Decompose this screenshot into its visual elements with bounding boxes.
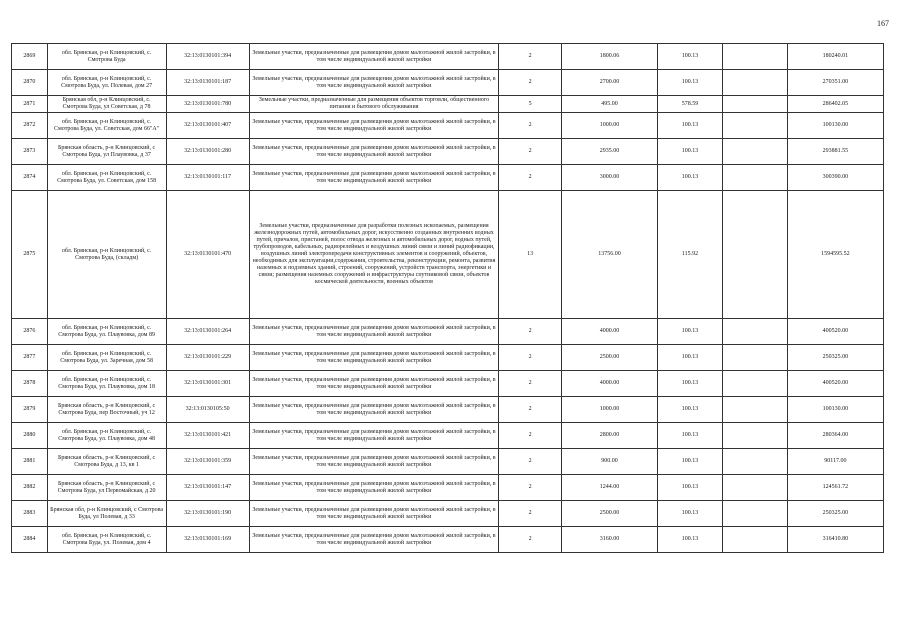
blank-cell [722, 319, 787, 345]
blank-cell [722, 371, 787, 397]
rate-cell: 100.13 [658, 345, 723, 371]
land-use-cell: Земельные участки, предназначенные для размещения домов малоэтажной жилой застройки, в том числе индивидуальной жилой застройки [249, 165, 499, 191]
address-cell: Брянская область, р-н Клинцовский, с Смотрова Буда, ул Первомайская, д 20 [47, 475, 166, 501]
cadastral-number-cell: 32:13:0130101:301 [166, 371, 249, 397]
cadastral-value-cell: 100130.00 [787, 397, 883, 423]
rate-cell: 100.13 [658, 319, 723, 345]
table-row [12, 527, 884, 553]
rate-cell: 100.13 [658, 371, 723, 397]
blank-cell [722, 397, 787, 423]
land-use-cell: Земельные участки, предназначенные для размещения домов малоэтажной жилой застройки, в том числе индивидуальной жилой застройки [249, 397, 499, 423]
rate-cell: 100.13 [658, 70, 723, 96]
land-use-cell: Земельные участки, предназначенные для разработки полезных ископаемых, размещения железнодорожных путей, автомобильных дорог, искусственно созданных внутренних водных путей, причалов, пристаней, полос отвода железных и автомобильных дорог, водных путей, трубопроводов, кабельных, радиорелейных и воздушных линий связи и линий радиофикации, воздушных линий электропередачи конструктивных элементов и сооружений, объектов, необходимых для эксплуатации,содержания, строительства, реконструкции, ремонта, развития наземных и подземных зданий, строений, сооружений, устройств транспорта, энергетики и связи; размещения наземных сооружений и инфраструктуры спутниковой связи, объектов космической деятельности, военных объектов [249, 191, 499, 319]
table-row [12, 70, 884, 96]
rate-cell: 100.13 [658, 165, 723, 191]
blank-cell [722, 113, 787, 139]
rate-cell: 578.59 [658, 96, 723, 113]
address-cell: Брянская область, р-н Клинцовский, с Смотрова Буда, ул Плаувовка, д 37 [47, 139, 166, 165]
cadastral-number-cell: 32:13:0130101:264 [166, 319, 249, 345]
row-number: 2877 [12, 345, 48, 371]
group-cell: 2 [499, 501, 562, 527]
row-number: 2871 [12, 96, 48, 113]
row-number: 2875 [12, 191, 48, 319]
address-cell: обл. Брянская, р-н Клинцовский, с. Смотрова Буда, ул. Плаувовка, дом 89 [47, 319, 166, 345]
cadastral-number-cell: 32:13:0130101:229 [166, 345, 249, 371]
row-number: 2884 [12, 527, 48, 553]
cadastral-number-cell: 32:13:0130101:280 [166, 139, 249, 165]
table-row [12, 423, 884, 449]
group-cell: 2 [499, 345, 562, 371]
table-body [12, 44, 884, 553]
group-cell: 2 [499, 139, 562, 165]
address-cell: Брянская обл, р-н Клинцовский, с Смотрова Буда, ул Полевая, д 33 [47, 501, 166, 527]
blank-cell [722, 423, 787, 449]
row-number: 2870 [12, 70, 48, 96]
cadastral-number-cell: 32:13:0130101:190 [166, 501, 249, 527]
area-cell: 2800.00 [561, 423, 657, 449]
table-row [12, 191, 884, 319]
area-cell: 2500.00 [561, 345, 657, 371]
address-cell: Брянская область, р-н Клинцовский, с Смотрова Буда, пер Восточный, уч 12 [47, 397, 166, 423]
area-cell: 2700.00 [561, 70, 657, 96]
table-row [12, 165, 884, 191]
cadastral-value-cell: 300390.00 [787, 165, 883, 191]
cadastral-value-cell: 1594595.52 [787, 191, 883, 319]
cadastral-value-cell: 270351.00 [787, 70, 883, 96]
table-row [12, 139, 884, 165]
blank-cell [722, 96, 787, 113]
blank-cell [722, 44, 787, 70]
cadastral-number-cell: 32:13:0130101:421 [166, 423, 249, 449]
row-number: 2882 [12, 475, 48, 501]
group-cell: 2 [499, 44, 562, 70]
rate-cell: 100.13 [658, 449, 723, 475]
cadastral-value-cell: 250325.00 [787, 501, 883, 527]
group-cell: 2 [499, 475, 562, 501]
land-use-cell: Земельные участки, предназначенные для размещения домов малоэтажной жилой застройки, в том числе индивидуальной жилой застройки [249, 345, 499, 371]
rate-cell: 100.13 [658, 139, 723, 165]
cadastral-number-cell: 32:13:0130101:147 [166, 475, 249, 501]
cadastral-value-cell: 124561.72 [787, 475, 883, 501]
cadastral-value-cell: 400520.00 [787, 371, 883, 397]
blank-cell [722, 345, 787, 371]
cadastral-number-cell: 32:13:0130101:359 [166, 449, 249, 475]
area-cell: 3160.00 [561, 527, 657, 553]
area-cell: 4000.00 [561, 319, 657, 345]
blank-cell [722, 501, 787, 527]
table-row [12, 371, 884, 397]
address-cell: обл. Брянская, р-н Клинцовский, с. Смотрова Буда, (складм) [47, 191, 166, 319]
land-registry-table [11, 43, 884, 553]
address-cell: Брянская область, р-н Клинцовский, с Смотрова Буда, д 13, кв 1 [47, 449, 166, 475]
area-cell: 2935.00 [561, 139, 657, 165]
land-use-cell: Земельные участки, предназначенные для размещения объектов торговли, общественного питания и бытового обслуживания [249, 96, 499, 113]
land-use-cell: Земельные участки, предназначенные для размещения домов малоэтажной жилой застройки, в том числе индивидуальной жилой застройки [249, 527, 499, 553]
land-use-cell: Земельные участки, предназначенные для размещения домов малоэтажной жилой застройки, в том числе индивидуальной жилой застройки [249, 449, 499, 475]
land-use-cell: Земельные участки, предназначенные для размещения домов малоэтажной жилой застройки, в том числе индивидуальной жилой застройки [249, 319, 499, 345]
blank-cell [722, 475, 787, 501]
area-cell: 4000.00 [561, 371, 657, 397]
address-cell: обл. Брянская, р-н Клинцовский, с. Смотрова Буда, ул. Плаувовка, дом 48 [47, 423, 166, 449]
land-use-cell: Земельные участки, предназначенные для размещения домов малоэтажной жилой застройки, в том числе индивидуальной жилой застройки [249, 44, 499, 70]
land-use-cell: Земельные участки, предназначенные для размещения домов малоэтажной жилой застройки, в том числе индивидуальной жилой застройки [249, 501, 499, 527]
blank-cell [722, 70, 787, 96]
cadastral-value-cell: 293881.55 [787, 139, 883, 165]
blank-cell [722, 139, 787, 165]
row-number: 2876 [12, 319, 48, 345]
group-cell: 2 [499, 449, 562, 475]
table-row [12, 449, 884, 475]
address-cell: Брянская обл, р-н Клинцовский, с. Смотрова Буда, ул Советская, д 78 [47, 96, 166, 113]
table-row [12, 501, 884, 527]
group-cell: 2 [499, 319, 562, 345]
cadastral-value-cell: 286402.05 [787, 96, 883, 113]
area-cell: 3000.00 [561, 165, 657, 191]
cadastral-number-cell: 32:13:0130101:780 [166, 96, 249, 113]
area-cell: 13756.00 [561, 191, 657, 319]
cadastral-value-cell: 180240.01 [787, 44, 883, 70]
cadastral-value-cell: 316410.80 [787, 527, 883, 553]
cadastral-number-cell: 32:13:0130101:394 [166, 44, 249, 70]
rate-cell: 100.13 [658, 113, 723, 139]
area-cell: 1800.06 [561, 44, 657, 70]
group-cell: 2 [499, 527, 562, 553]
area-cell: 495.00 [561, 96, 657, 113]
address-cell: обл. Брянская, р-н Клинцовский, с. Смотрова Буда, ул. Заречная, дом 58 [47, 345, 166, 371]
cadastral-number-cell: 32:13:0130101:470 [166, 191, 249, 319]
group-cell: 2 [499, 423, 562, 449]
rate-cell: 100.13 [658, 423, 723, 449]
row-number: 2879 [12, 397, 48, 423]
land-use-cell: Земельные участки, предназначенные для размещения домов малоэтажной жилой застройки, в том числе индивидуальной жилой застройки [249, 70, 499, 96]
row-number: 2880 [12, 423, 48, 449]
rate-cell: 100.13 [658, 397, 723, 423]
cadastral-number-cell: 32:13:0130101:407 [166, 113, 249, 139]
rate-cell: 100.13 [658, 527, 723, 553]
row-number: 2872 [12, 113, 48, 139]
cadastral-value-cell: 100130.00 [787, 113, 883, 139]
group-cell: 2 [499, 371, 562, 397]
blank-cell [722, 449, 787, 475]
address-cell: обл. Брянская, р-н Клинцовский, с. Смотрова Буда [47, 44, 166, 70]
address-cell: обл. Брянская, р-н Клинцовский, с. Смотрова Буда, ул. Полевая, дом 4 [47, 527, 166, 553]
land-use-cell: Земельные участки, предназначенные для размещения домов малоэтажной жилой застройки, в том числе индивидуальной жилой застройки [249, 371, 499, 397]
group-cell: 2 [499, 397, 562, 423]
row-number: 2874 [12, 165, 48, 191]
row-number: 2878 [12, 371, 48, 397]
row-number: 2869 [12, 44, 48, 70]
cadastral-number-cell: 32:13:0130101:117 [166, 165, 249, 191]
area-cell: 1244.00 [561, 475, 657, 501]
group-cell: 2 [499, 70, 562, 96]
group-cell: 2 [499, 113, 562, 139]
table-row [12, 397, 884, 423]
group-cell: 2 [499, 165, 562, 191]
row-number: 2881 [12, 449, 48, 475]
table-row [12, 44, 884, 70]
row-number: 2873 [12, 139, 48, 165]
cadastral-number-cell: 32:13:0130105:50 [166, 397, 249, 423]
area-cell: 900.00 [561, 449, 657, 475]
land-use-cell: Земельные участки, предназначенные для размещения домов малоэтажной жилой застройки, в том числе индивидуальной жилой застройки [249, 423, 499, 449]
area-cell: 1000.00 [561, 397, 657, 423]
address-cell: обл. Брянская, р-н Клинцовский, с. Смотрова Буда, ул. Плаувовка, дом 18 [47, 371, 166, 397]
cadastral-value-cell: 90117.00 [787, 449, 883, 475]
table-row [12, 113, 884, 139]
rate-cell: 100.13 [658, 44, 723, 70]
address-cell: обл. Брянская, р-н Клинцовский, с. Смотрова Буда, ул. Советская, дом 158 [47, 165, 166, 191]
blank-cell [722, 165, 787, 191]
land-use-cell: Земельные участки, предназначенные для размещения домов малоэтажной жилой застройки, в том числе индивидуальной жилой застройки [249, 113, 499, 139]
address-cell: обл. Брянская, р-н Клинцовский, с. Смотрова Буда, ул. Советская, дом 66"А" [47, 113, 166, 139]
cadastral-number-cell: 32:13:0130101:187 [166, 70, 249, 96]
cadastral-value-cell: 250325.00 [787, 345, 883, 371]
address-cell: обл. Брянская, р-н Клинцовский, с. Смотрова Буда, ул. Полевая, дом 27 [47, 70, 166, 96]
row-number: 2883 [12, 501, 48, 527]
area-cell: 1000.00 [561, 113, 657, 139]
rate-cell: 115.92 [658, 191, 723, 319]
blank-cell [722, 191, 787, 319]
group-cell: 5 [499, 96, 562, 113]
group-cell: 13 [499, 191, 562, 319]
blank-cell [722, 527, 787, 553]
cadastral-number-cell: 32:13:0130101:169 [166, 527, 249, 553]
rate-cell: 100.13 [658, 501, 723, 527]
table-row [12, 345, 884, 371]
table-row [12, 96, 884, 113]
land-use-cell: Земельные участки, предназначенные для размещения домов малоэтажной жилой застройки, в том числе индивидуальной жилой застройки [249, 139, 499, 165]
land-use-cell: Земельные участки, предназначенные для размещения домов малоэтажной жилой застройки, в том числе индивидуальной жилой застройки [249, 475, 499, 501]
rate-cell: 100.13 [658, 475, 723, 501]
cadastral-value-cell: 280364.00 [787, 423, 883, 449]
area-cell: 2500.00 [561, 501, 657, 527]
cadastral-value-cell: 400520.00 [787, 319, 883, 345]
page-number: 167 [877, 19, 889, 28]
table-row [12, 319, 884, 345]
table-row [12, 475, 884, 501]
